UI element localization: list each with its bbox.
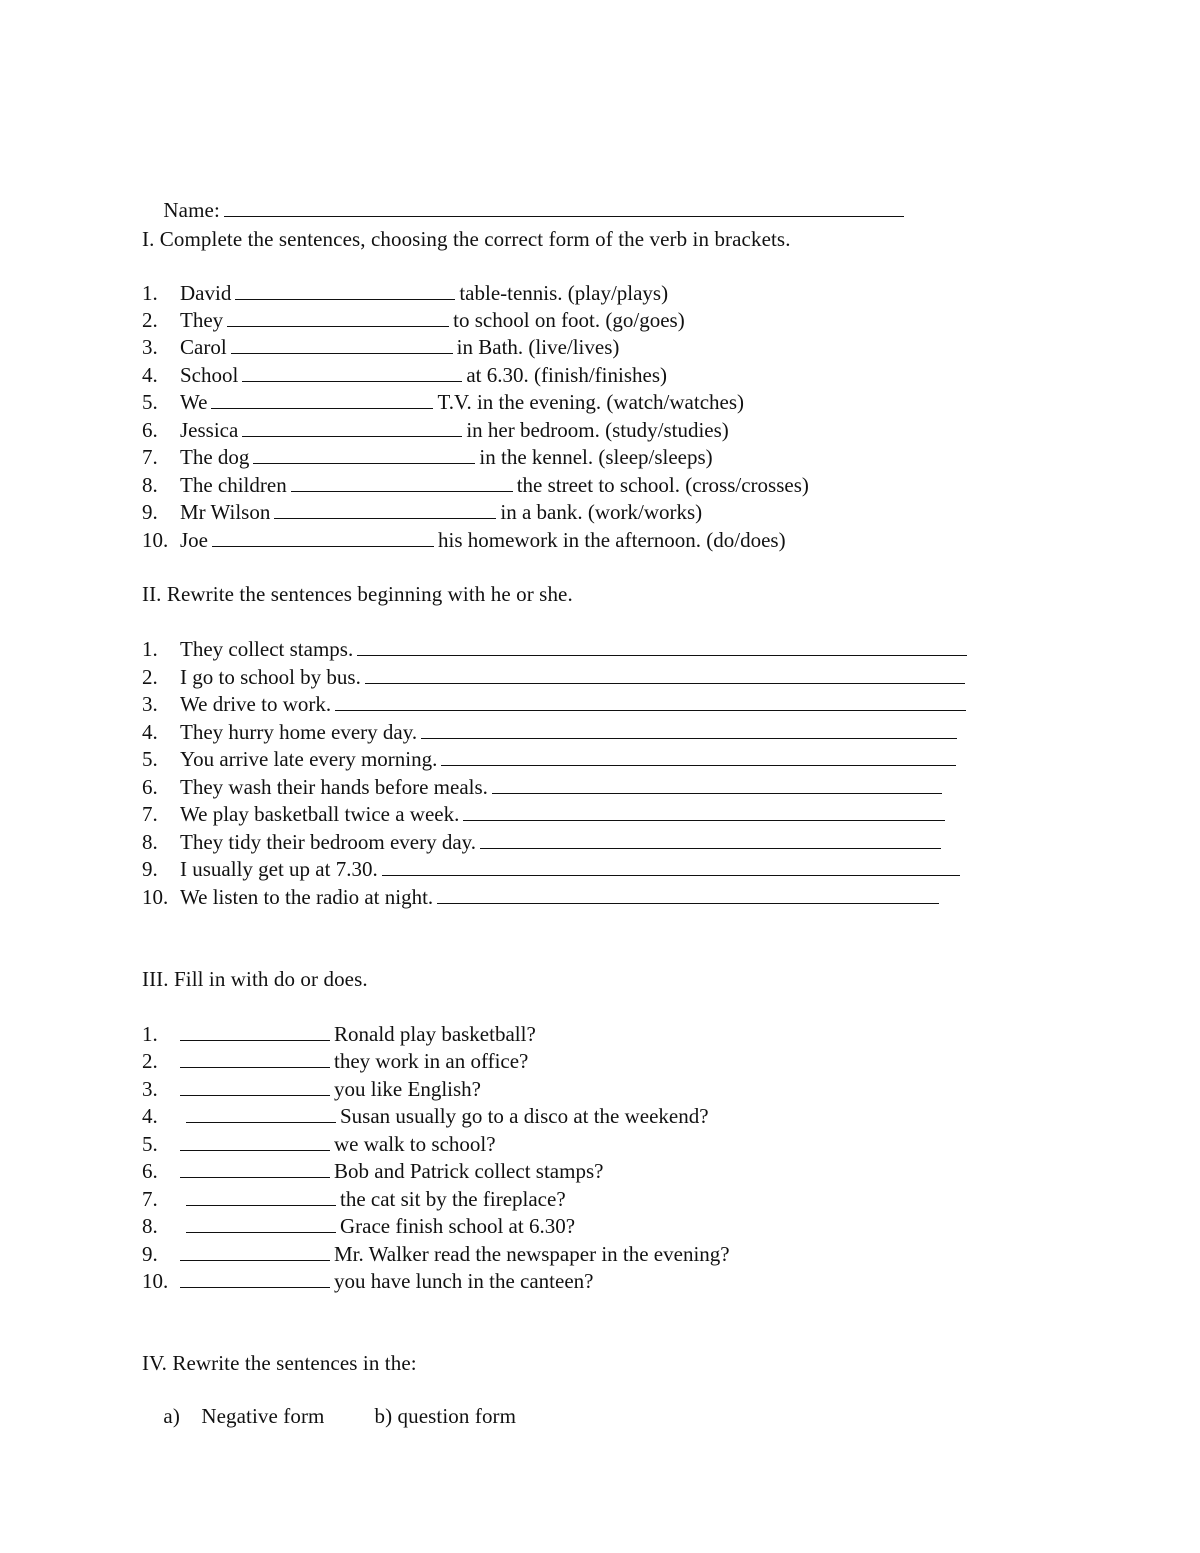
item-sentence: We listen to the radio at night. (180, 885, 434, 909)
item-question: Susan usually go to a disco at the weekend? (340, 1104, 709, 1128)
item-number: 9. (142, 500, 158, 524)
section-3-item (142, 1186, 566, 1212)
section-1-item (142, 527, 786, 553)
item-sentence: They wash their hands before meals. (180, 775, 488, 799)
section-1-item (142, 362, 667, 388)
item-number: 5. (142, 1132, 158, 1156)
section-3-item (142, 1076, 481, 1102)
item-number: 2. (142, 1049, 158, 1073)
item-number: 6. (142, 418, 158, 442)
section-1-item (142, 472, 809, 498)
item-sentence: They tidy their bedroom every day. (180, 830, 477, 854)
item-subject: David (180, 281, 232, 305)
answer-blank[interactable] (463, 802, 945, 821)
answer-blank[interactable] (180, 1269, 330, 1288)
item-rest: in a bank. (work/works) (500, 500, 703, 524)
item-sentence: We play basketball twice a week. (180, 802, 460, 826)
section-2-item (142, 856, 964, 882)
answer-blank[interactable] (212, 528, 434, 547)
item-sentence: I usually get up at 7.30. (180, 857, 378, 881)
answer-blank[interactable] (382, 857, 960, 876)
item-subject: They (180, 308, 224, 332)
item-question: we walk to school? (334, 1132, 496, 1156)
answer-blank[interactable] (274, 500, 496, 519)
item-number: 2. (142, 308, 158, 332)
section-2-item (142, 801, 949, 827)
item-rest: to school on foot. (go/goes) (453, 308, 685, 332)
answer-blank[interactable] (180, 1022, 330, 1041)
item-number: 3. (142, 1077, 158, 1101)
section-1-item (142, 280, 668, 306)
item-number: 3. (142, 335, 158, 359)
section-3-item (142, 1268, 593, 1294)
answer-blank[interactable] (335, 692, 966, 711)
item-number: 9. (142, 1242, 158, 1266)
item-number: 5. (142, 747, 158, 771)
item-number: 3. (142, 692, 158, 716)
option-b: b) question form (374, 1404, 517, 1428)
section-2-item (142, 636, 971, 662)
item-number: 4. (142, 1104, 158, 1128)
answer-blank[interactable] (253, 445, 475, 464)
item-rest: in the kennel. (sleep/sleeps) (479, 445, 713, 469)
section-1-item (142, 417, 729, 443)
item-number: 4. (142, 720, 158, 744)
section-3-item (142, 1103, 709, 1129)
item-number: 1. (142, 637, 158, 661)
item-question: the cat sit by the fireplace? (340, 1187, 566, 1211)
item-number: 4. (142, 363, 158, 387)
item-sentence: They collect stamps. (180, 637, 354, 661)
section-2-item (142, 664, 969, 690)
item-number: 10. (142, 528, 169, 552)
answer-blank[interactable] (180, 1159, 330, 1178)
section-3-item (142, 1021, 536, 1047)
section-2-heading: II. Rewrite the sentences beginning with he or she. (142, 582, 573, 606)
answer-blank[interactable] (186, 1214, 336, 1233)
item-subject: Carol (180, 335, 227, 359)
answer-blank[interactable] (357, 637, 967, 656)
item-subject: We (180, 390, 208, 414)
item-number: 7. (142, 802, 158, 826)
answer-blank[interactable] (186, 1104, 336, 1123)
item-sentence: You arrive late every morning. (180, 747, 438, 771)
item-number: 5. (142, 390, 158, 414)
item-number: 7. (142, 1187, 158, 1211)
section-1-item (142, 444, 713, 470)
answer-blank[interactable] (365, 665, 965, 684)
item-sentence: They hurry home every day. (180, 720, 418, 744)
section-4-heading: IV. Rewrite the sentences in the: (142, 1351, 417, 1375)
item-question: Ronald play basketball? (334, 1022, 536, 1046)
section-1-item (142, 334, 619, 360)
section-1-heading: I. Complete the sentences, choosing the correct form of the verb in brackets. (142, 227, 791, 251)
section-3-heading: III. Fill in with do or does. (142, 967, 368, 991)
section-3-item (142, 1241, 730, 1267)
answer-blank[interactable] (186, 1187, 336, 1206)
item-rest: in her bedroom. (study/studies) (466, 418, 729, 442)
item-rest: in Bath. (live/lives) (456, 335, 620, 359)
section-2-item (142, 774, 946, 800)
answer-blank[interactable] (421, 720, 957, 739)
item-subject: Jessica (180, 418, 239, 442)
answer-blank[interactable] (231, 335, 453, 354)
section-3-item (142, 1158, 603, 1184)
item-question: you have lunch in the canteen? (334, 1269, 594, 1293)
item-number: 1. (142, 281, 158, 305)
section-4-options (142, 1377, 516, 1455)
section-2-item (142, 884, 943, 910)
answer-blank[interactable] (441, 747, 956, 766)
item-subject: Joe (180, 528, 208, 552)
item-question: Grace finish school at 6.30? (340, 1214, 576, 1238)
item-number: 10. (142, 885, 169, 909)
section-1-item (142, 307, 685, 333)
answer-blank[interactable] (242, 418, 462, 437)
item-subject: School (180, 363, 239, 387)
item-question: they work in an office? (334, 1049, 529, 1073)
item-sentence: I go to school by bus. (180, 665, 361, 689)
item-rest: at 6.30. (finish/finishes) (466, 363, 667, 387)
answer-blank[interactable] (235, 281, 455, 300)
answer-blank[interactable] (492, 775, 942, 794)
item-subject: The children (180, 473, 287, 497)
item-question: Mr. Walker read the newspaper in the evening? (334, 1242, 730, 1266)
item-number: 6. (142, 1159, 158, 1183)
item-number: 1. (142, 1022, 158, 1046)
section-3-item (142, 1131, 496, 1157)
name-blank[interactable] (224, 198, 904, 217)
option-a: a) Negative form (163, 1404, 325, 1428)
item-subject: The dog (180, 445, 250, 469)
item-rest: T.V. in the evening. (watch/watches) (437, 390, 745, 414)
item-number: 8. (142, 473, 158, 497)
name-label: Name: (163, 198, 220, 222)
item-number: 6. (142, 775, 158, 799)
answer-blank[interactable] (480, 830, 941, 849)
section-3-item (142, 1213, 575, 1239)
answer-blank[interactable] (211, 390, 433, 409)
answer-blank[interactable] (180, 1077, 330, 1096)
section-2-item (142, 746, 960, 772)
section-2-item (142, 691, 970, 717)
section-2-item (142, 829, 945, 855)
section-1-item (142, 499, 702, 525)
item-number: 8. (142, 1214, 158, 1238)
answer-blank[interactable] (227, 308, 449, 327)
item-number: 9. (142, 857, 158, 881)
item-number: 7. (142, 445, 158, 469)
item-number: 8. (142, 830, 158, 854)
item-rest: table-tennis. (play/plays) (459, 281, 669, 305)
answer-blank[interactable] (242, 363, 462, 382)
item-rest: his homework in the afternoon. (do/does) (438, 528, 786, 552)
answer-blank[interactable] (180, 1242, 330, 1261)
section-2-item (142, 719, 961, 745)
section-1-item (142, 389, 744, 415)
item-sentence: We drive to work. (180, 692, 332, 716)
item-question: you like English? (334, 1077, 481, 1101)
item-number: 2. (142, 665, 158, 689)
answer-blank[interactable] (437, 885, 939, 904)
item-rest: the street to school. (cross/crosses) (516, 473, 809, 497)
answer-blank[interactable] (291, 473, 513, 492)
item-question: Bob and Patrick collect stamps? (334, 1159, 604, 1183)
section-3-item (142, 1048, 528, 1074)
answer-blank[interactable] (180, 1049, 330, 1068)
answer-blank[interactable] (180, 1132, 330, 1151)
item-number: 10. (142, 1269, 169, 1293)
item-subject: Mr Wilson (180, 500, 271, 524)
